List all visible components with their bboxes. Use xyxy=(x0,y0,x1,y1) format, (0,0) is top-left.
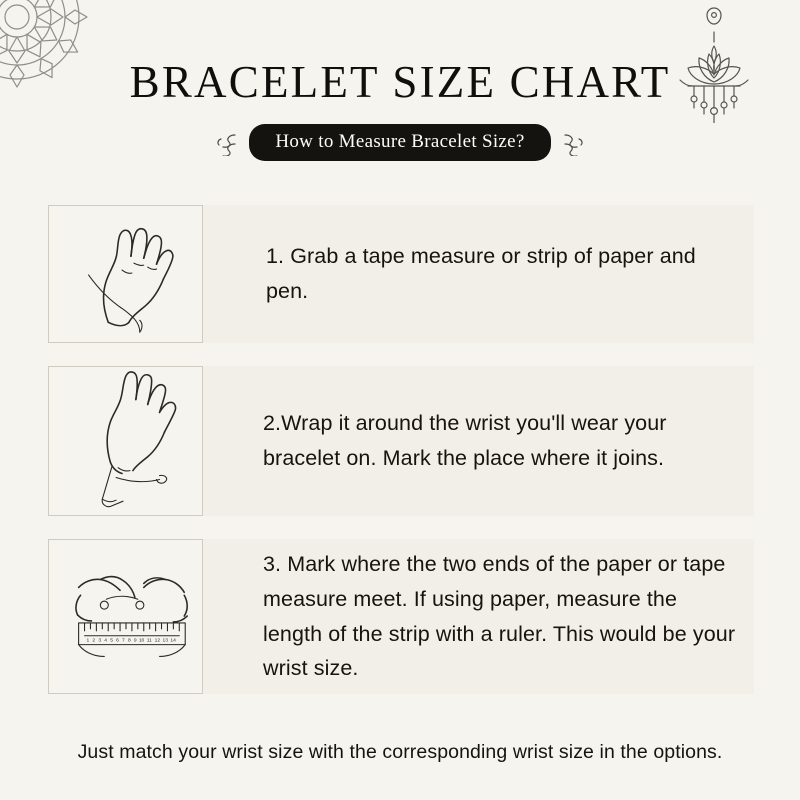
svg-text:9: 9 xyxy=(133,638,137,644)
svg-text:7: 7 xyxy=(122,638,125,644)
page-title: BRACELET SIZE CHART xyxy=(129,57,671,107)
hand-with-tape-illustration xyxy=(48,205,203,343)
svg-text:11: 11 xyxy=(146,638,152,644)
footer-note: Just match your wrist size with the corresponding wrist size in the options. xyxy=(77,741,723,763)
subtitle-pill: How to Measure Bracelet Size? xyxy=(249,124,550,161)
svg-text:6: 6 xyxy=(116,638,119,644)
step-text: 2.Wrap it around the wrist you'll wear your bracelet on. Mark the place where it joins. xyxy=(263,411,667,470)
hands-measuring-ruler-illustration xyxy=(48,539,203,694)
svg-text:4: 4 xyxy=(104,638,108,644)
svg-text:10: 10 xyxy=(138,638,145,644)
hand-wrapping-tape-illustration xyxy=(48,366,203,516)
svg-text:12: 12 xyxy=(154,638,161,644)
svg-text:8: 8 xyxy=(127,638,131,644)
steps-list xyxy=(48,205,754,717)
flourish-left-icon xyxy=(213,130,239,156)
svg-text:5: 5 xyxy=(110,638,113,644)
svg-text:2: 2 xyxy=(92,638,96,644)
step-text: 1. Grab a tape measure or strip of paper and pen. xyxy=(266,244,696,303)
svg-text:1: 1 xyxy=(86,638,90,644)
list-item xyxy=(48,366,754,516)
step-text: 3. Mark where the two ends of the paper or tape measure meet. If using paper, measure the length of the strip with a ruler. This would be your wrist size. xyxy=(263,551,736,681)
list-item xyxy=(48,539,754,694)
subtitle-row xyxy=(0,124,800,161)
svg-text:14: 14 xyxy=(170,638,176,644)
svg-text:13: 13 xyxy=(162,638,169,644)
svg-text:3: 3 xyxy=(98,638,102,644)
flourish-right-icon xyxy=(561,130,587,156)
list-item xyxy=(48,205,754,343)
